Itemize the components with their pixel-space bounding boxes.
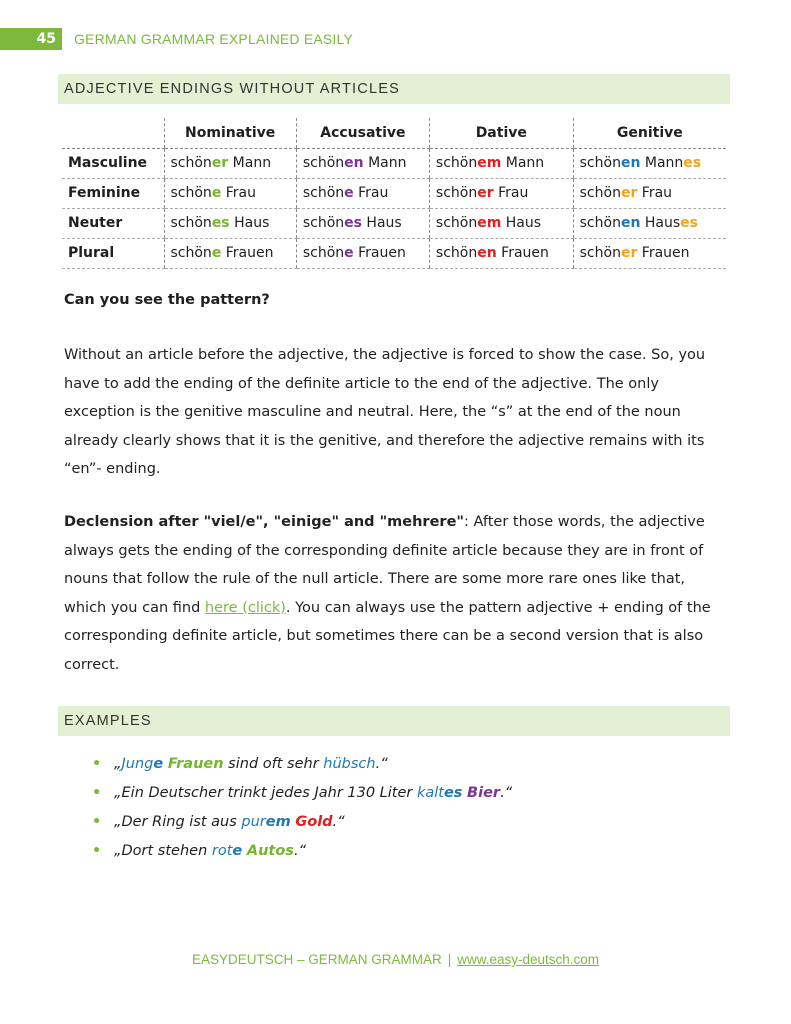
table-cell: schöner Mann	[164, 148, 296, 178]
row-header: Neuter	[62, 208, 164, 238]
header-title: GERMAN GRAMMAR EXPLAINED EASILY	[74, 31, 354, 47]
column-header: Dative	[429, 118, 573, 148]
table-row	[62, 238, 726, 268]
column-header: Nominative	[164, 118, 296, 148]
table-cell: schöner Frau	[573, 178, 726, 208]
column-header: Accusative	[296, 118, 429, 148]
table-cell: schönen Hauses	[573, 208, 726, 238]
table-cell: schöner Frau	[429, 178, 573, 208]
table-cell: schöne Frau	[296, 178, 429, 208]
bullet-icon: •	[92, 785, 102, 801]
table-cell: schönes Haus	[296, 208, 429, 238]
section-heading-examples: EXAMPLES	[58, 706, 730, 736]
table-cell: schönes Haus	[164, 208, 296, 238]
declension-label: Declension after "viel/e", "einige" and "mehrere"	[64, 514, 464, 530]
page-number: 45	[0, 28, 62, 50]
table-cell: schönen Mannes	[573, 148, 726, 178]
row-header: Feminine	[62, 178, 164, 208]
bullet-icon: •	[92, 756, 102, 772]
row-header: Plural	[62, 238, 164, 268]
explanation-paragraph: Without an article before the adjective, the adjective is forced to show the case. So, you have to add the ending of the definite article to the end of the adjective. The only exception is the genitive masculine and neutral. Here, the “s” at the end of the noun already clearly shows that it is the genitive, and therefore the adjective remains with its “en”- ending.	[64, 347, 706, 478]
here-click-link[interactable]: here (click)	[204, 599, 286, 616]
bullet-icon: •	[92, 843, 102, 859]
table-row	[62, 178, 726, 208]
table-cell: schönen Frauen	[429, 238, 573, 268]
footer-website-link[interactable]: www.easy-deutsch.com	[457, 952, 600, 967]
pattern-heading: Can you see the pattern?	[64, 292, 270, 308]
table-cell: schönem Mann	[429, 148, 573, 178]
table-row	[62, 148, 726, 178]
table-row	[62, 208, 726, 238]
footer-label: EASYDEUTSCH – GERMAN GRAMMAR	[191, 952, 442, 967]
table-cell: schönem Haus	[429, 208, 573, 238]
column-header: Genitive	[573, 118, 726, 148]
table-cell: schöne Frau	[164, 178, 296, 208]
declension-paragraph: Declension after "viel/e", "einige" and "mehrere": After those words, the adjective always gets the ending of the corresponding definite article because they are in front of nouns that follow the rule of the null article. There are some more rare ones like that, which you can find here (click). You can always use the pattern adjective + ending of the corresponding definite article, but sometimes there can be a second version that is also correct.	[64, 514, 711, 673]
page-footer	[0, 952, 791, 967]
list-item: • „Dort stehen rote Autos.“	[92, 837, 512, 866]
bullet-icon: •	[92, 814, 102, 830]
examples-list	[92, 750, 512, 866]
row-header: Masculine	[62, 148, 164, 178]
table-cell: schönen Mann	[296, 148, 429, 178]
list-item: • „Ein Deutscher trinkt jedes Jahr 130 Liter kaltes Bier.“	[92, 779, 512, 808]
table-cell: schöner Frauen	[573, 238, 726, 268]
section-heading-adjective-endings: ADJECTIVE ENDINGS WITHOUT ARTICLES	[58, 74, 730, 104]
table-cell: schöne Frauen	[296, 238, 429, 268]
footer-separator: |	[447, 952, 452, 967]
adjective-endings-table	[62, 118, 726, 269]
list-item: • „Der Ring ist aus purem Gold.“	[92, 808, 512, 837]
table-cell: schöne Frauen	[164, 238, 296, 268]
table-corner	[62, 118, 164, 148]
list-item: • „Junge Frauen sind oft sehr hübsch.“	[92, 750, 512, 779]
